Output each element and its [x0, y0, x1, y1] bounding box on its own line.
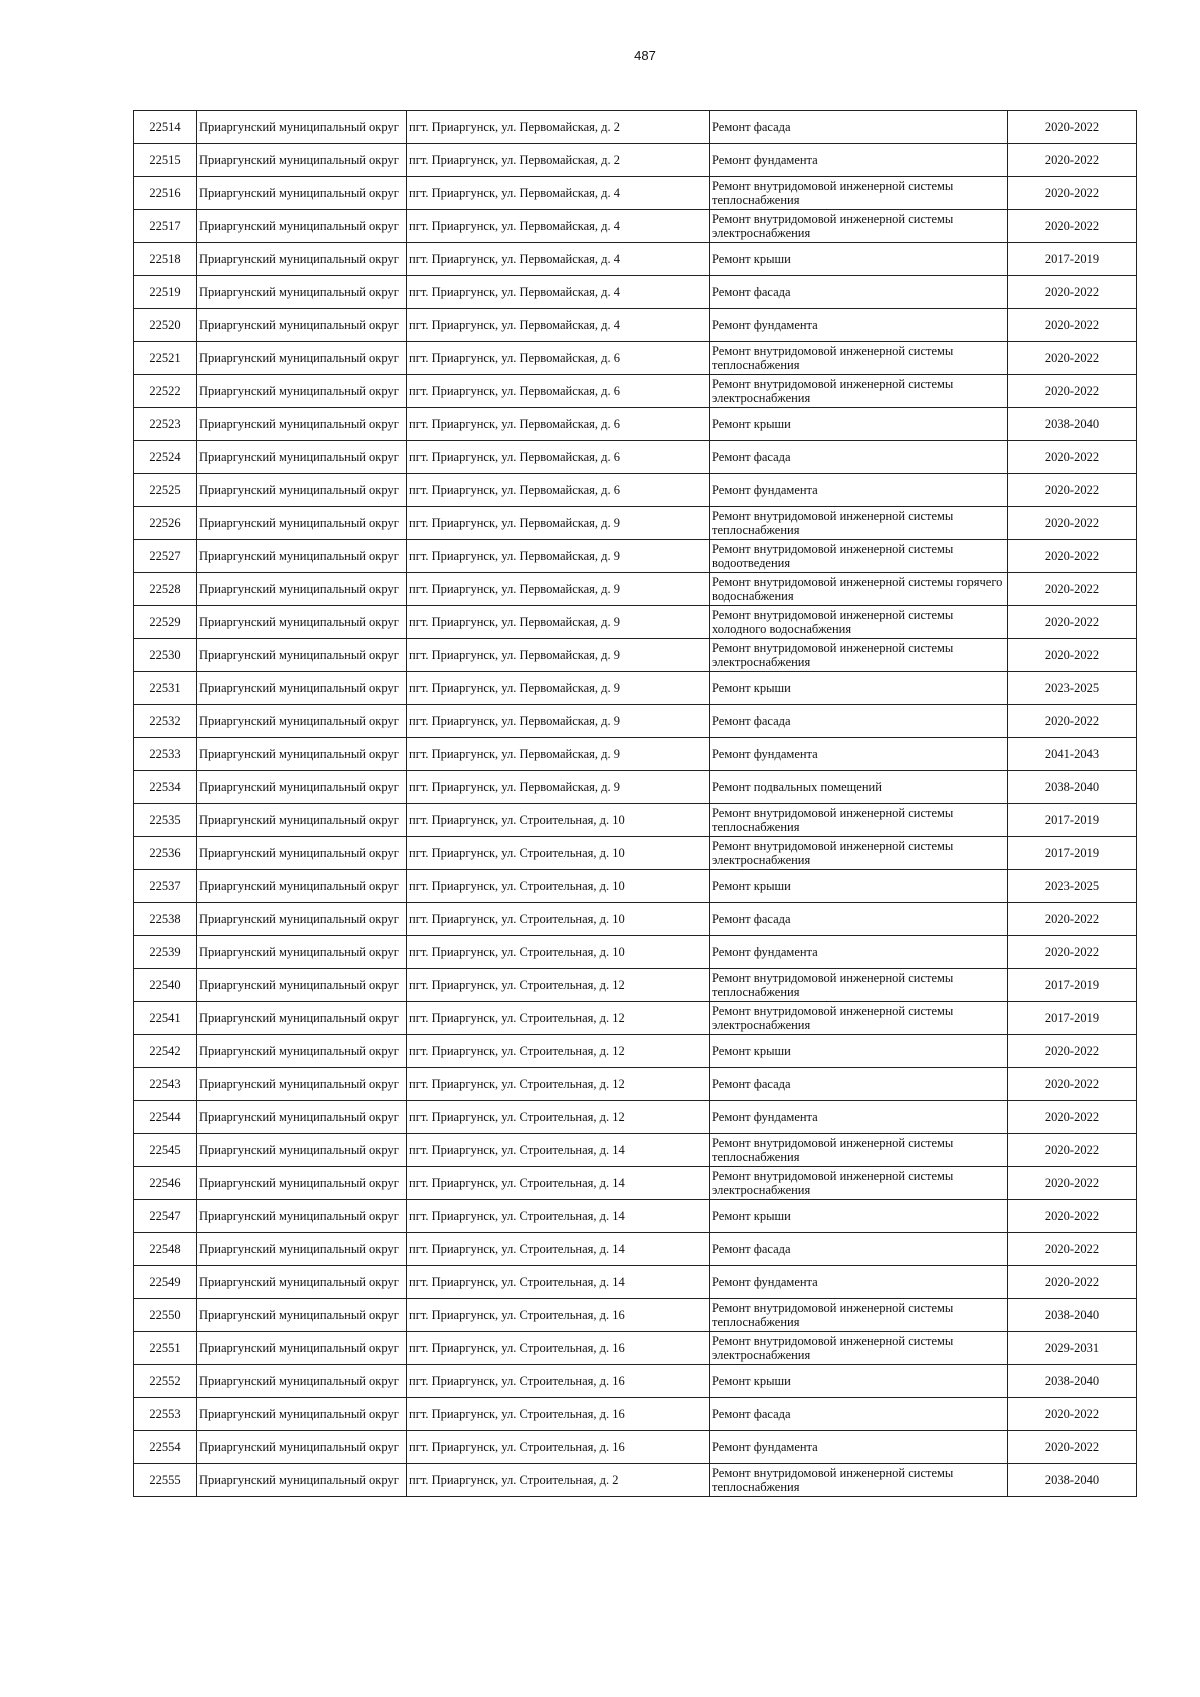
- address-cell: пгт. Приаргунск, ул. Первомайская, д. 9: [407, 507, 710, 540]
- municipality-cell: Приаргунский муниципальный округ: [197, 474, 407, 507]
- address-cell: пгт. Приаргунск, ул. Строительная, д. 10: [407, 837, 710, 870]
- row-number-cell: 22529: [134, 606, 197, 639]
- address-cell: пгт. Приаргунск, ул. Первомайская, д. 6: [407, 408, 710, 441]
- table-row: [134, 1101, 1137, 1134]
- work-type-cell: Ремонт крыши: [710, 243, 1008, 276]
- address-cell: пгт. Приаргунск, ул. Строительная, д. 14: [407, 1266, 710, 1299]
- address-cell: пгт. Приаргунск, ул. Строительная, д. 16: [407, 1332, 710, 1365]
- address-cell: пгт. Приаргунск, ул. Первомайская, д. 6: [407, 375, 710, 408]
- row-number-cell: 22518: [134, 243, 197, 276]
- address-cell: пгт. Приаргунск, ул. Строительная, д. 12: [407, 1002, 710, 1035]
- work-type-cell: Ремонт внутридомовой инженерной системы электроснабжения: [710, 1002, 1008, 1035]
- period-cell: 2020-2022: [1008, 1068, 1137, 1101]
- address-cell: пгт. Приаргунск, ул. Первомайская, д. 9: [407, 771, 710, 804]
- address-cell: пгт. Приаргунск, ул. Строительная, д. 12: [407, 1068, 710, 1101]
- table-row: [134, 1233, 1137, 1266]
- row-number-cell: 22542: [134, 1035, 197, 1068]
- period-cell: 2020-2022: [1008, 936, 1137, 969]
- address-cell: пгт. Приаргунск, ул. Первомайская, д. 9: [407, 738, 710, 771]
- table-row: [134, 1167, 1137, 1200]
- period-cell: 2020-2022: [1008, 144, 1137, 177]
- table-row: [134, 1068, 1137, 1101]
- work-type-cell: Ремонт фундамента: [710, 144, 1008, 177]
- row-number-cell: 22526: [134, 507, 197, 540]
- work-type-cell: Ремонт фасада: [710, 276, 1008, 309]
- work-type-cell: Ремонт крыши: [710, 870, 1008, 903]
- table-row: [134, 309, 1137, 342]
- row-number-cell: 22546: [134, 1167, 197, 1200]
- address-cell: пгт. Приаргунск, ул. Первомайская, д. 4: [407, 243, 710, 276]
- table-row: [134, 771, 1137, 804]
- period-cell: 2020-2022: [1008, 573, 1137, 606]
- period-cell: 2038-2040: [1008, 1365, 1137, 1398]
- work-type-cell: Ремонт внутридомовой инженерной системы теплоснабжения: [710, 969, 1008, 1002]
- period-cell: 2017-2019: [1008, 1002, 1137, 1035]
- work-type-cell: Ремонт внутридомовой инженерной системы горячего водоснабжения: [710, 573, 1008, 606]
- municipality-cell: Приаргунский муниципальный округ: [197, 375, 407, 408]
- row-number-cell: 22539: [134, 936, 197, 969]
- address-cell: пгт. Приаргунск, ул. Строительная, д. 10: [407, 870, 710, 903]
- row-number-cell: 22531: [134, 672, 197, 705]
- row-number-cell: 22515: [134, 144, 197, 177]
- period-cell: 2020-2022: [1008, 1167, 1137, 1200]
- work-type-cell: Ремонт фасада: [710, 903, 1008, 936]
- row-number-cell: 22536: [134, 837, 197, 870]
- work-type-cell: Ремонт внутридомовой инженерной системы теплоснабжения: [710, 177, 1008, 210]
- table-row: [134, 1134, 1137, 1167]
- municipality-cell: Приаргунский муниципальный округ: [197, 705, 407, 738]
- period-cell: 2020-2022: [1008, 111, 1137, 144]
- row-number-cell: 22537: [134, 870, 197, 903]
- row-number-cell: 22523: [134, 408, 197, 441]
- period-cell: 2020-2022: [1008, 507, 1137, 540]
- row-number-cell: 22544: [134, 1101, 197, 1134]
- municipality-cell: Приаргунский муниципальный округ: [197, 1002, 407, 1035]
- row-number-cell: 22533: [134, 738, 197, 771]
- municipality-cell: Приаргунский муниципальный округ: [197, 804, 407, 837]
- period-cell: 2020-2022: [1008, 342, 1137, 375]
- address-cell: пгт. Приаргунск, ул. Первомайская, д. 4: [407, 276, 710, 309]
- period-cell: 2017-2019: [1008, 243, 1137, 276]
- work-type-cell: Ремонт фундамента: [710, 936, 1008, 969]
- work-type-cell: Ремонт внутридомовой инженерной системы холодного водоснабжения: [710, 606, 1008, 639]
- row-number-cell: 22524: [134, 441, 197, 474]
- period-cell: 2038-2040: [1008, 1299, 1137, 1332]
- row-number-cell: 22548: [134, 1233, 197, 1266]
- municipality-cell: Приаргунский муниципальный округ: [197, 309, 407, 342]
- address-cell: пгт. Приаргунск, ул. Строительная, д. 12: [407, 1101, 710, 1134]
- work-type-cell: Ремонт внутридомовой инженерной системы водоотведения: [710, 540, 1008, 573]
- table-row: [134, 936, 1137, 969]
- municipality-cell: Приаргунский муниципальный округ: [197, 936, 407, 969]
- row-number-cell: 22553: [134, 1398, 197, 1431]
- table-row: [134, 474, 1137, 507]
- work-type-cell: Ремонт фасада: [710, 705, 1008, 738]
- municipality-cell: Приаргунский муниципальный округ: [197, 1068, 407, 1101]
- row-number-cell: 22541: [134, 1002, 197, 1035]
- municipality-cell: Приаргунский муниципальный округ: [197, 870, 407, 903]
- row-number-cell: 22547: [134, 1200, 197, 1233]
- table-row: [134, 1365, 1137, 1398]
- table-row: [134, 375, 1137, 408]
- table-row: [134, 1332, 1137, 1365]
- period-cell: 2020-2022: [1008, 1035, 1137, 1068]
- address-cell: пгт. Приаргунск, ул. Строительная, д. 14: [407, 1233, 710, 1266]
- period-cell: 2020-2022: [1008, 1431, 1137, 1464]
- period-cell: 2020-2022: [1008, 903, 1137, 936]
- table-row: [134, 177, 1137, 210]
- work-type-cell: Ремонт внутридомовой инженерной системы теплоснабжения: [710, 1299, 1008, 1332]
- row-number-cell: 22545: [134, 1134, 197, 1167]
- municipality-cell: Приаргунский муниципальный округ: [197, 441, 407, 474]
- period-cell: 2020-2022: [1008, 210, 1137, 243]
- row-number-cell: 22514: [134, 111, 197, 144]
- table-row: [134, 408, 1137, 441]
- address-cell: пгт. Приаргунск, ул. Строительная, д. 16: [407, 1299, 710, 1332]
- address-cell: пгт. Приаргунск, ул. Первомайская, д. 9: [407, 639, 710, 672]
- work-type-cell: Ремонт крыши: [710, 672, 1008, 705]
- municipality-cell: Приаргунский муниципальный округ: [197, 1035, 407, 1068]
- table-row: [134, 1002, 1137, 1035]
- period-cell: 2017-2019: [1008, 969, 1137, 1002]
- address-cell: пгт. Приаргунск, ул. Строительная, д. 12: [407, 1035, 710, 1068]
- repair-schedule-table: [133, 110, 1137, 1497]
- municipality-cell: Приаргунский муниципальный округ: [197, 639, 407, 672]
- address-cell: пгт. Приаргунск, ул. Первомайская, д. 9: [407, 672, 710, 705]
- row-number-cell: 22532: [134, 705, 197, 738]
- table-row: [134, 573, 1137, 606]
- row-number-cell: 22520: [134, 309, 197, 342]
- municipality-cell: Приаргунский муниципальный округ: [197, 1200, 407, 1233]
- municipality-cell: Приаргунский муниципальный округ: [197, 969, 407, 1002]
- address-cell: пгт. Приаргунск, ул. Первомайская, д. 6: [407, 342, 710, 375]
- work-type-cell: Ремонт внутридомовой инженерной системы теплоснабжения: [710, 1464, 1008, 1497]
- row-number-cell: 22554: [134, 1431, 197, 1464]
- work-type-cell: Ремонт фасада: [710, 1398, 1008, 1431]
- municipality-cell: Приаргунский муниципальный округ: [197, 144, 407, 177]
- municipality-cell: Приаргунский муниципальный округ: [197, 1365, 407, 1398]
- row-number-cell: 22543: [134, 1068, 197, 1101]
- work-type-cell: Ремонт внутридомовой инженерной системы электроснабжения: [710, 639, 1008, 672]
- municipality-cell: Приаргунский муниципальный округ: [197, 1464, 407, 1497]
- table-row: [134, 540, 1137, 573]
- work-type-cell: Ремонт фундамента: [710, 1266, 1008, 1299]
- work-type-cell: Ремонт фасада: [710, 441, 1008, 474]
- table-row: [134, 738, 1137, 771]
- work-type-cell: Ремонт внутридомовой инженерной системы электроснабжения: [710, 375, 1008, 408]
- period-cell: 2020-2022: [1008, 177, 1137, 210]
- table-row: [134, 243, 1137, 276]
- row-number-cell: 22528: [134, 573, 197, 606]
- municipality-cell: Приаргунский муниципальный округ: [197, 1134, 407, 1167]
- row-number-cell: 22530: [134, 639, 197, 672]
- address-cell: пгт. Приаргунск, ул. Первомайская, д. 6: [407, 474, 710, 507]
- municipality-cell: Приаргунский муниципальный округ: [197, 573, 407, 606]
- table-row: [134, 804, 1137, 837]
- municipality-cell: Приаргунский муниципальный округ: [197, 1266, 407, 1299]
- work-type-cell: Ремонт внутридомовой инженерной системы теплоснабжения: [710, 507, 1008, 540]
- address-cell: пгт. Приаргунск, ул. Строительная, д. 16: [407, 1431, 710, 1464]
- work-type-cell: Ремонт фундамента: [710, 1101, 1008, 1134]
- municipality-cell: Приаргунский муниципальный округ: [197, 1101, 407, 1134]
- address-cell: пгт. Приаргунск, ул. Строительная, д. 2: [407, 1464, 710, 1497]
- work-type-cell: Ремонт внутридомовой инженерной системы теплоснабжения: [710, 804, 1008, 837]
- address-cell: пгт. Приаргунск, ул. Первомайская, д. 4: [407, 210, 710, 243]
- period-cell: 2020-2022: [1008, 1233, 1137, 1266]
- period-cell: 2020-2022: [1008, 474, 1137, 507]
- period-cell: 2020-2022: [1008, 276, 1137, 309]
- work-type-cell: Ремонт фасада: [710, 1233, 1008, 1266]
- municipality-cell: Приаргунский муниципальный округ: [197, 276, 407, 309]
- period-cell: 2020-2022: [1008, 441, 1137, 474]
- work-type-cell: Ремонт фундамента: [710, 1431, 1008, 1464]
- work-type-cell: Ремонт подвальных помещений: [710, 771, 1008, 804]
- address-cell: пгт. Приаргунск, ул. Строительная, д. 14: [407, 1200, 710, 1233]
- table-row: [134, 705, 1137, 738]
- table-row: [134, 276, 1137, 309]
- work-type-cell: Ремонт внутридомовой инженерной системы электроснабжения: [710, 1332, 1008, 1365]
- work-type-cell: Ремонт внутридомовой инженерной системы электроснабжения: [710, 210, 1008, 243]
- work-type-cell: Ремонт фасада: [710, 1068, 1008, 1101]
- address-cell: пгт. Приаргунск, ул. Первомайская, д. 4: [407, 309, 710, 342]
- address-cell: пгт. Приаргунск, ул. Первомайская, д. 2: [407, 144, 710, 177]
- work-type-cell: Ремонт крыши: [710, 1365, 1008, 1398]
- municipality-cell: Приаргунский муниципальный округ: [197, 210, 407, 243]
- work-type-cell: Ремонт фундамента: [710, 738, 1008, 771]
- municipality-cell: Приаргунский муниципальный округ: [197, 672, 407, 705]
- table-row: [134, 1299, 1137, 1332]
- address-cell: пгт. Приаргунск, ул. Строительная, д. 14: [407, 1134, 710, 1167]
- municipality-cell: Приаргунский муниципальный округ: [197, 903, 407, 936]
- row-number-cell: 22517: [134, 210, 197, 243]
- municipality-cell: Приаргунский муниципальный округ: [197, 507, 407, 540]
- row-number-cell: 22540: [134, 969, 197, 1002]
- row-number-cell: 22519: [134, 276, 197, 309]
- municipality-cell: Приаргунский муниципальный округ: [197, 738, 407, 771]
- work-type-cell: Ремонт внутридомовой инженерной системы теплоснабжения: [710, 1134, 1008, 1167]
- row-number-cell: 22535: [134, 804, 197, 837]
- table-row: [134, 903, 1137, 936]
- table-row: [134, 639, 1137, 672]
- period-cell: 2020-2022: [1008, 705, 1137, 738]
- table-row: [134, 441, 1137, 474]
- work-type-cell: Ремонт крыши: [710, 408, 1008, 441]
- address-cell: пгт. Приаргунск, ул. Первомайская, д. 9: [407, 540, 710, 573]
- period-cell: 2017-2019: [1008, 837, 1137, 870]
- row-number-cell: 22552: [134, 1365, 197, 1398]
- row-number-cell: 22521: [134, 342, 197, 375]
- address-cell: пгт. Приаргунск, ул. Первомайская, д. 9: [407, 573, 710, 606]
- table-row: [134, 969, 1137, 1002]
- period-cell: 2020-2022: [1008, 1134, 1137, 1167]
- table-row: [134, 507, 1137, 540]
- table-row: [134, 210, 1137, 243]
- row-number-cell: 22550: [134, 1299, 197, 1332]
- address-cell: пгт. Приаргунск, ул. Строительная, д. 16: [407, 1365, 710, 1398]
- municipality-cell: Приаргунский муниципальный округ: [197, 837, 407, 870]
- table-row: [134, 1200, 1137, 1233]
- municipality-cell: Приаргунский муниципальный округ: [197, 1431, 407, 1464]
- row-number-cell: 22516: [134, 177, 197, 210]
- row-number-cell: 22549: [134, 1266, 197, 1299]
- period-cell: 2020-2022: [1008, 540, 1137, 573]
- municipality-cell: Приаргунский муниципальный округ: [197, 408, 407, 441]
- work-type-cell: Ремонт крыши: [710, 1035, 1008, 1068]
- period-cell: 2020-2022: [1008, 1200, 1137, 1233]
- address-cell: пгт. Приаргунск, ул. Строительная, д. 10: [407, 804, 710, 837]
- table-row: [134, 870, 1137, 903]
- address-cell: пгт. Приаргунск, ул. Первомайская, д. 6: [407, 441, 710, 474]
- address-cell: пгт. Приаргунск, ул. Первомайская, д. 9: [407, 705, 710, 738]
- address-cell: пгт. Приаргунск, ул. Строительная, д. 14: [407, 1167, 710, 1200]
- municipality-cell: Приаргунский муниципальный округ: [197, 1398, 407, 1431]
- municipality-cell: Приаргунский муниципальный округ: [197, 1332, 407, 1365]
- period-cell: 2020-2022: [1008, 606, 1137, 639]
- municipality-cell: Приаргунский муниципальный округ: [197, 1167, 407, 1200]
- row-number-cell: 22538: [134, 903, 197, 936]
- table-row: [134, 1464, 1137, 1497]
- work-type-cell: Ремонт внутридомовой инженерной системы электроснабжения: [710, 837, 1008, 870]
- work-type-cell: Ремонт фасада: [710, 111, 1008, 144]
- period-cell: 2023-2025: [1008, 870, 1137, 903]
- municipality-cell: Приаргунский муниципальный округ: [197, 1299, 407, 1332]
- period-cell: 2041-2043: [1008, 738, 1137, 771]
- table-body: [134, 111, 1137, 1497]
- address-cell: пгт. Приаргунск, ул. Строительная, д. 12: [407, 969, 710, 1002]
- period-cell: 2038-2040: [1008, 771, 1137, 804]
- table-row: [134, 672, 1137, 705]
- address-cell: пгт. Приаргунск, ул. Первомайская, д. 2: [407, 111, 710, 144]
- municipality-cell: Приаргунский муниципальный округ: [197, 342, 407, 375]
- row-number-cell: 22551: [134, 1332, 197, 1365]
- address-cell: пгт. Приаргунск, ул. Первомайская, д. 9: [407, 606, 710, 639]
- period-cell: 2023-2025: [1008, 672, 1137, 705]
- municipality-cell: Приаргунский муниципальный округ: [197, 540, 407, 573]
- table-row: [134, 144, 1137, 177]
- work-type-cell: Ремонт фундамента: [710, 474, 1008, 507]
- period-cell: 2038-2040: [1008, 1464, 1137, 1497]
- period-cell: 2029-2031: [1008, 1332, 1137, 1365]
- address-cell: пгт. Приаргунск, ул. Строительная, д. 10: [407, 936, 710, 969]
- row-number-cell: 22522: [134, 375, 197, 408]
- municipality-cell: Приаргунский муниципальный округ: [197, 1233, 407, 1266]
- municipality-cell: Приаргунский муниципальный округ: [197, 771, 407, 804]
- municipality-cell: Приаргунский муниципальный округ: [197, 177, 407, 210]
- period-cell: 2038-2040: [1008, 408, 1137, 441]
- work-type-cell: Ремонт фундамента: [710, 309, 1008, 342]
- period-cell: 2017-2019: [1008, 804, 1137, 837]
- period-cell: 2020-2022: [1008, 639, 1137, 672]
- row-number-cell: 22525: [134, 474, 197, 507]
- table-row: [134, 837, 1137, 870]
- address-cell: пгт. Приаргунск, ул. Строительная, д. 10: [407, 903, 710, 936]
- row-number-cell: 22555: [134, 1464, 197, 1497]
- table-row: [134, 606, 1137, 639]
- work-type-cell: Ремонт внутридомовой инженерной системы электроснабжения: [710, 1167, 1008, 1200]
- table-row: [134, 342, 1137, 375]
- work-type-cell: Ремонт крыши: [710, 1200, 1008, 1233]
- table-row: [134, 111, 1137, 144]
- municipality-cell: Приаргунский муниципальный округ: [197, 606, 407, 639]
- table-row: [134, 1035, 1137, 1068]
- period-cell: 2020-2022: [1008, 1266, 1137, 1299]
- municipality-cell: Приаргунский муниципальный округ: [197, 243, 407, 276]
- period-cell: 2020-2022: [1008, 375, 1137, 408]
- work-type-cell: Ремонт внутридомовой инженерной системы теплоснабжения: [710, 342, 1008, 375]
- period-cell: 2020-2022: [1008, 309, 1137, 342]
- table-row: [134, 1431, 1137, 1464]
- municipality-cell: Приаргунский муниципальный округ: [197, 111, 407, 144]
- table-row: [134, 1398, 1137, 1431]
- row-number-cell: 22527: [134, 540, 197, 573]
- address-cell: пгт. Приаргунск, ул. Строительная, д. 16: [407, 1398, 710, 1431]
- period-cell: 2020-2022: [1008, 1101, 1137, 1134]
- row-number-cell: 22534: [134, 771, 197, 804]
- address-cell: пгт. Приаргунск, ул. Первомайская, д. 4: [407, 177, 710, 210]
- period-cell: 2020-2022: [1008, 1398, 1137, 1431]
- page-number: 487: [634, 48, 656, 63]
- table-row: [134, 1266, 1137, 1299]
